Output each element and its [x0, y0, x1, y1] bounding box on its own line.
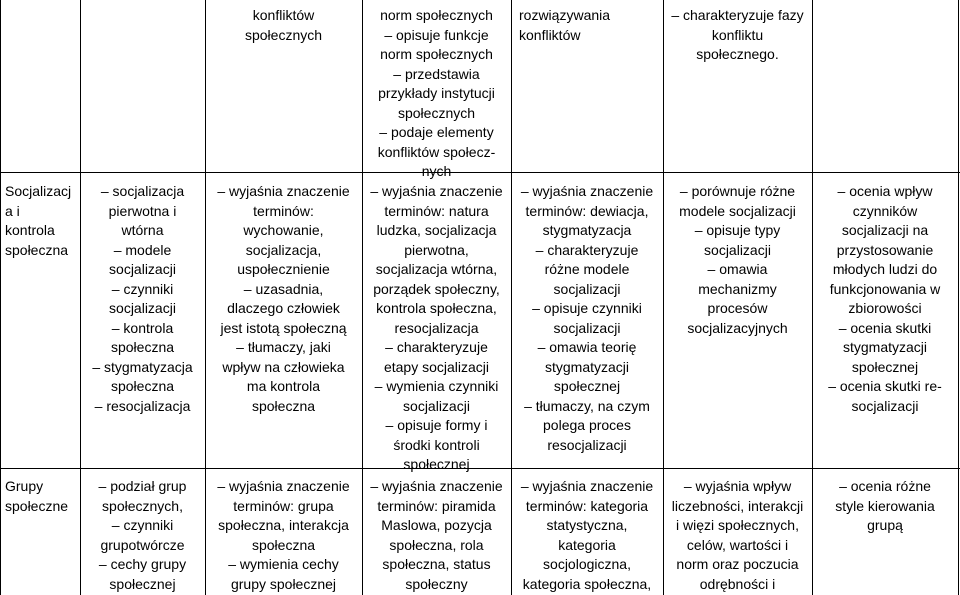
cell-text-line: ma kontrola: [246, 378, 321, 394]
cell-text-line: socjalizacji: [851, 397, 919, 414]
cell-text-line: dlaczego człowiek: [227, 300, 340, 316]
table-cell: [81, 182, 204, 416]
cell-text-line: – wyjaśnia znaczenie: [520, 183, 654, 199]
cell-text-line: czynników: [852, 202, 918, 219]
cell-text-line: a i: [5, 202, 20, 219]
cell-text-line: – opisuje funkcje: [384, 26, 489, 43]
table-column-border: [958, 0, 959, 595]
cell-text-line: norm społecznych: [380, 46, 493, 62]
cell-text-line: norm oraz poczucia: [676, 556, 799, 572]
cell-text-line: kontrola społeczna,: [376, 300, 497, 316]
table-cell: [363, 6, 510, 182]
cell-text-line: socjalizacji: [403, 397, 470, 414]
table-column-border: [0, 0, 1, 595]
cell-text-line: socjalizacja,: [245, 241, 322, 258]
cell-text-line: – tłumaczy, jaki: [236, 339, 331, 355]
cell-text-line: społecznej: [403, 456, 470, 472]
cell-text-line: społeczna: [110, 339, 175, 355]
cell-text-line: – wymienia cechy: [228, 556, 339, 572]
cell-text-line: style kierowania: [835, 497, 935, 514]
cell-text-line: norm społecznych: [380, 7, 493, 23]
cell-text-line: terminów: natura: [384, 202, 489, 219]
cell-text-line: grupy społecznej: [230, 575, 337, 592]
cell-text-line: różne modele: [544, 261, 630, 277]
cell-text-line: – wyjaśnia znaczenie: [217, 478, 350, 494]
cell-text-line: socjalizacji: [553, 280, 621, 297]
cell-text-line: stygmatyzacja: [542, 222, 632, 238]
cell-text-line: wpływ na człowieka: [222, 358, 345, 375]
cell-text-line: porządek społeczny,: [373, 280, 500, 297]
cell-text-line: – omawia teorię: [537, 339, 637, 355]
cell-text-line: socjalizacji: [704, 241, 771, 258]
cell-text-line: społecznego.: [696, 46, 779, 62]
cell-text-line: konfliktów: [252, 7, 315, 23]
cell-text-line: – opisuje formy i: [385, 417, 488, 433]
cell-text-line: – resocjalizacja: [94, 397, 191, 414]
cell-text-line: – ocenia skutki: [838, 319, 932, 336]
cell-text-line: procesów: [707, 300, 768, 316]
cell-text-line: jest istotą społeczną: [220, 319, 347, 336]
cell-text-line: kontrola: [5, 222, 55, 238]
cell-text-line: – omawia: [707, 261, 768, 277]
cell-text-line: – uzasadnia,: [243, 280, 324, 297]
cell-text-line: – porównuje różne: [679, 183, 796, 199]
cell-text-line: socjalizacyjnych: [687, 319, 788, 336]
cell-text-line: grupą: [867, 517, 903, 533]
cell-text-line: – modele: [113, 241, 172, 258]
table-cell: [81, 477, 204, 594]
cell-text-line: – ocenia wpływ: [837, 183, 933, 199]
table-row-header: [5, 477, 79, 516]
cell-text-line: – tłumaczy, na czym: [524, 397, 650, 414]
cell-text-line: społeczny: [405, 575, 468, 592]
table-cell: [206, 477, 361, 594]
cell-text-line: terminów: dewiacja,: [525, 202, 649, 219]
cell-text-line: – przedstawia: [393, 65, 480, 82]
cell-text-line: Grupy: [5, 478, 44, 494]
cell-text-line: terminów: piramida: [377, 497, 496, 514]
cell-text-line: nych: [421, 163, 452, 179]
cell-text-line: socjalizacja wtórna,: [375, 261, 498, 277]
cell-text-line: rozwiązywania: [519, 7, 611, 23]
cell-text-line: terminów:: [253, 202, 314, 219]
cell-text-line: – opisuje typy: [694, 222, 781, 238]
cell-text-line: – wymienia czynniki: [374, 378, 499, 394]
cell-text-line: społeczne: [5, 497, 69, 514]
table-row-header: [5, 182, 79, 260]
cell-text-line: – wyjaśnia wpływ: [683, 478, 792, 494]
cell-text-line: modele socjalizacji: [679, 202, 796, 219]
cell-text-line: społecznej: [109, 575, 176, 592]
cell-text-line: funkcjonowania w: [829, 280, 941, 297]
cell-text-line: – czynniki: [111, 280, 174, 297]
cell-text-line: – cechy grupy: [98, 556, 187, 572]
cell-text-line: zbiorowości: [848, 300, 922, 316]
cell-text-line: kategoria: [558, 536, 616, 553]
cell-text-line: środki kontroli: [393, 436, 480, 453]
cell-text-line: socjologiczna,: [543, 556, 631, 572]
cell-text-line: – wyjaśnia znaczenie: [217, 183, 350, 199]
cell-text-line: polega proces: [543, 417, 631, 433]
cell-text-line: socjalizacji: [553, 319, 621, 336]
cell-text-line: wtórna: [121, 222, 164, 238]
cell-text-line: liczebności, interakcji: [671, 497, 804, 514]
table-cell: [664, 182, 811, 338]
cell-text-line: – wyjaśnia znaczenie: [370, 478, 503, 494]
table-cell: [813, 182, 957, 416]
cell-text-line: – charakteryzuje: [385, 339, 488, 355]
cell-text-line: społeczna, rola: [389, 536, 484, 553]
cell-text-line: terminów: grupa: [233, 497, 334, 514]
table-cell: [206, 6, 361, 45]
cell-text-line: społecznej: [851, 358, 919, 375]
cell-text-line: przystosowanie: [836, 241, 934, 258]
cell-text-line: stygmatyzacji: [544, 358, 630, 375]
cell-text-line: wychowanie,: [243, 222, 324, 238]
table-cell: [512, 477, 662, 594]
cell-text-line: społeczna: [5, 241, 69, 258]
cell-text-line: – kontrola: [111, 319, 174, 336]
cell-text-line: Maslowa, pozycja: [381, 517, 492, 533]
cell-text-line: społecznej: [553, 378, 621, 394]
cell-text-line: Socjalizacj: [5, 183, 72, 199]
cell-text-line: resocjalizacji: [547, 436, 627, 453]
table-cell: [519, 6, 662, 45]
cell-text-line: socjalizacji: [109, 300, 176, 316]
cell-text-line: uspołecznienie: [237, 261, 330, 277]
cell-text-line: – wyjaśnia znaczenie: [520, 478, 654, 494]
cell-text-line: – ocenia skutki re-: [828, 378, 942, 394]
cell-text-line: – socjalizacja: [100, 183, 185, 199]
cell-text-line: społeczna: [251, 397, 316, 414]
cell-text-line: konfliktów: [519, 26, 581, 43]
cell-text-line: społeczna: [110, 378, 175, 394]
cell-text-line: – opisuje czynniki: [532, 300, 642, 316]
cell-text-line: ludzka, socjalizacja: [376, 222, 497, 238]
cell-text-line: pierwotna i: [108, 202, 177, 219]
cell-text-line: – ocenia różne: [839, 478, 931, 494]
cell-text-line: statystyczna,: [546, 517, 628, 533]
cell-text-line: socjalizacji na: [841, 222, 929, 238]
cell-text-line: i więzi społecznych,: [676, 517, 799, 533]
cell-text-line: – podział grup: [98, 478, 187, 494]
table-cell: [664, 477, 811, 594]
cell-text-line: socjalizacji: [109, 261, 176, 277]
cell-text-line: konfliktu: [711, 26, 764, 43]
cell-text-line: mechanizmy: [698, 280, 777, 297]
cell-text-line: terminów: kategoria: [525, 497, 649, 514]
cell-text-line: społecznych: [244, 26, 323, 43]
table-cell: [813, 477, 957, 536]
table-cell: [664, 6, 811, 65]
cell-text-line: odrębności i: [699, 575, 776, 592]
cell-text-line: – charakteryzuje: [535, 241, 639, 258]
cell-text-line: stygmatyzacji: [842, 339, 928, 355]
cell-text-line: młodych ludzi do: [832, 261, 938, 277]
table-cell: [363, 477, 510, 594]
cell-text-line: – czynniki: [111, 517, 174, 533]
cell-text-line: etapy socjalizacji: [383, 358, 490, 375]
cell-text-line: resocjalizacja: [394, 319, 479, 336]
table-cell: [512, 182, 662, 455]
cell-text-line: celów, wartości i: [686, 536, 789, 553]
cell-text-line: – podaje elementy: [379, 124, 494, 140]
cell-text-line: społeczna, interakcja: [218, 517, 349, 533]
cell-text-line: grupotwórcze: [100, 536, 185, 553]
cell-text-line: społecznych,: [102, 497, 183, 514]
cell-text-line: – stygmatyzacja: [92, 358, 193, 375]
cell-text-line: – charakteryzuje fazy: [671, 7, 804, 23]
cell-text-line: przykłady instytucji: [378, 85, 495, 101]
cell-text-line: konfliktów społecz-: [377, 143, 496, 160]
cell-text-line: kategoria społeczna,: [522, 575, 652, 592]
table-cell: [206, 182, 361, 416]
cell-text-line: społecznych: [397, 104, 476, 121]
cell-text-line: pierwotna,: [404, 241, 469, 258]
cell-text-line: – wyjaśnia znaczenie: [370, 183, 503, 199]
table-cell: [363, 182, 510, 475]
cell-text-line: społeczna, status: [382, 556, 491, 572]
cell-text-line: społeczna: [251, 536, 316, 553]
